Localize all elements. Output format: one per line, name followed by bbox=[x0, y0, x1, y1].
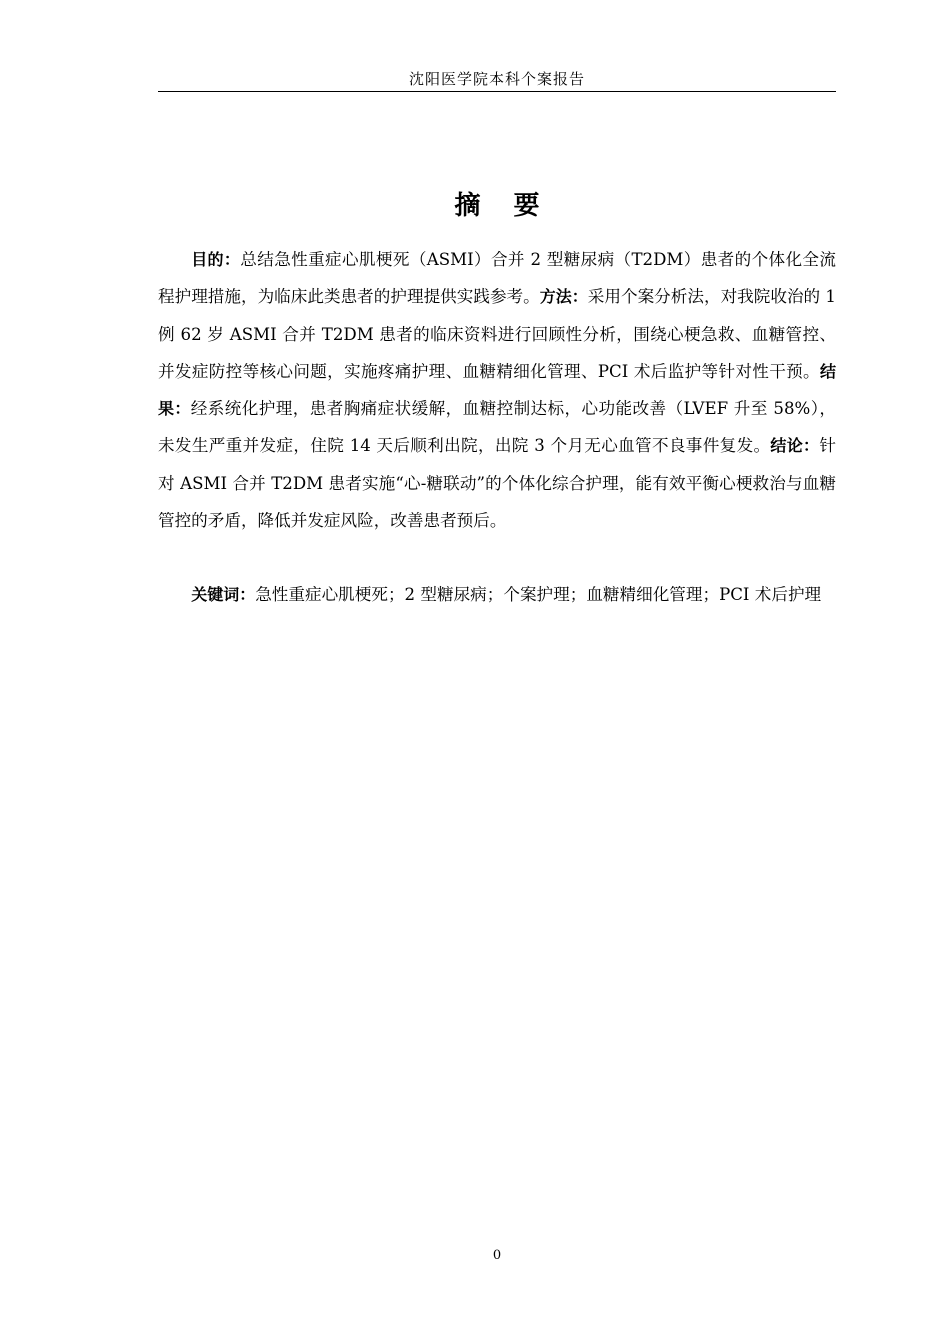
abstract-paragraph bbox=[158, 241, 836, 539]
purpose-text: 总结急性重症心肌梗死（ASMI）合并 2 型糖尿病（T2DM）患者的个体化全流程护理措施，为临床此类患者的护理提供实践参考。 bbox=[158, 250, 836, 307]
result-text: 经系统化护理，患者胸痛症状缓解，血糖控制达标，心功能改善（LVEF 升至 58%），未发生严重并发症，住院 14 天后顺利出院，出院 3 个月无心血管不良事件复发。 bbox=[158, 399, 836, 456]
conclusion-label: 结论： bbox=[770, 436, 820, 456]
method-label: 方法： bbox=[539, 287, 588, 307]
purpose-label: 目的： bbox=[191, 250, 241, 269]
header-divider bbox=[158, 91, 836, 92]
keywords-text: 急性重症心肌梗死；2 型糖尿病；个案护理；血糖精细化管理；PCI 术后护理 bbox=[255, 585, 822, 604]
keywords-paragraph bbox=[158, 576, 836, 613]
keywords-label: 关键词： bbox=[191, 585, 256, 604]
conclusion-text: 针对 ASMI 合并 T2DM 患者实施“心-糖联动”的个体化综合护理，能有效平衡心梗救治与血糖管控的矛盾，降低并发症风险，改善患者预后。 bbox=[158, 436, 836, 531]
page-number: 0 bbox=[492, 1248, 502, 1263]
result-label: 结果： bbox=[158, 361, 836, 419]
abstract-heading: 摘 要 bbox=[454, 191, 552, 221]
page-header: 沈阳医学院本科个案报告 bbox=[408, 70, 585, 88]
method-text: 采用个案分析法，对我院收治的 1 例 62 岁 ASMI 合并 T2DM 患者的临床资料进行回顾性分析，围绕心梗急救、血糖管控、并发症防控等核心问题，实施疼痛护理、血糖精细化管理、PCI 术后监护等针对性干预。 bbox=[158, 287, 836, 381]
